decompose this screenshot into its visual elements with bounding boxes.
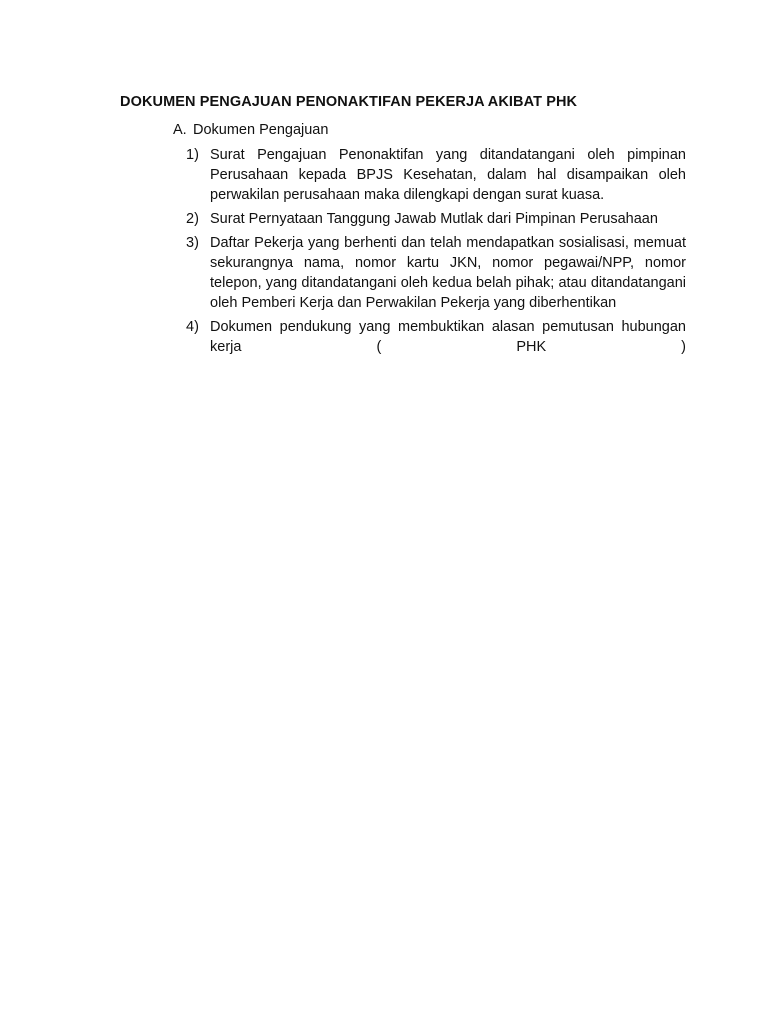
list-item-text: Daftar Pekerja yang berhenti dan telah mendapatkan sosialisasi, memuat sekurangnya nama, nomor kartu JKN, nomor pegawai/NPP, nomor telepon, yang ditandatangani oleh kedua belah pihak; atau ditandatangani oleh Pemberi Kerja dan Perwakilan Pekerja yang diberhentikan (210, 235, 686, 311)
list-item (186, 317, 686, 357)
section-heading-text: Dokumen Pengajuan (193, 122, 329, 138)
list-item-text: Surat Pengajuan Penonaktifan yang ditandatangani oleh pimpinan Perusahaan kepada BPJS Kesehatan, dalam hal disampaikan oleh perwakilan perusahaan maka dilengkapi dengan surat kuasa. (210, 147, 686, 203)
list-item-text: Surat Pernyataan Tanggung Jawab Mutlak dari Pimpinan Perusahaan (210, 211, 658, 227)
list-item-text: Dokumen pendukung yang membuktikan alasan pemutusan hubungan kerja ( PHK ) (210, 319, 686, 355)
requirements-list (186, 145, 686, 361)
list-item (186, 209, 686, 229)
list-item-number: 3) (186, 235, 199, 251)
section-heading (173, 122, 328, 138)
list-item (186, 233, 686, 313)
list-item (186, 145, 686, 205)
list-item-number: 4) (186, 319, 199, 335)
list-item-number: 1) (186, 147, 199, 163)
list-item-number: 2) (186, 211, 199, 227)
document-title: DOKUMEN PENGAJUAN PENONAKTIFAN PEKERJA AKIBAT PHK (120, 94, 578, 110)
section-letter: A. (173, 122, 187, 138)
